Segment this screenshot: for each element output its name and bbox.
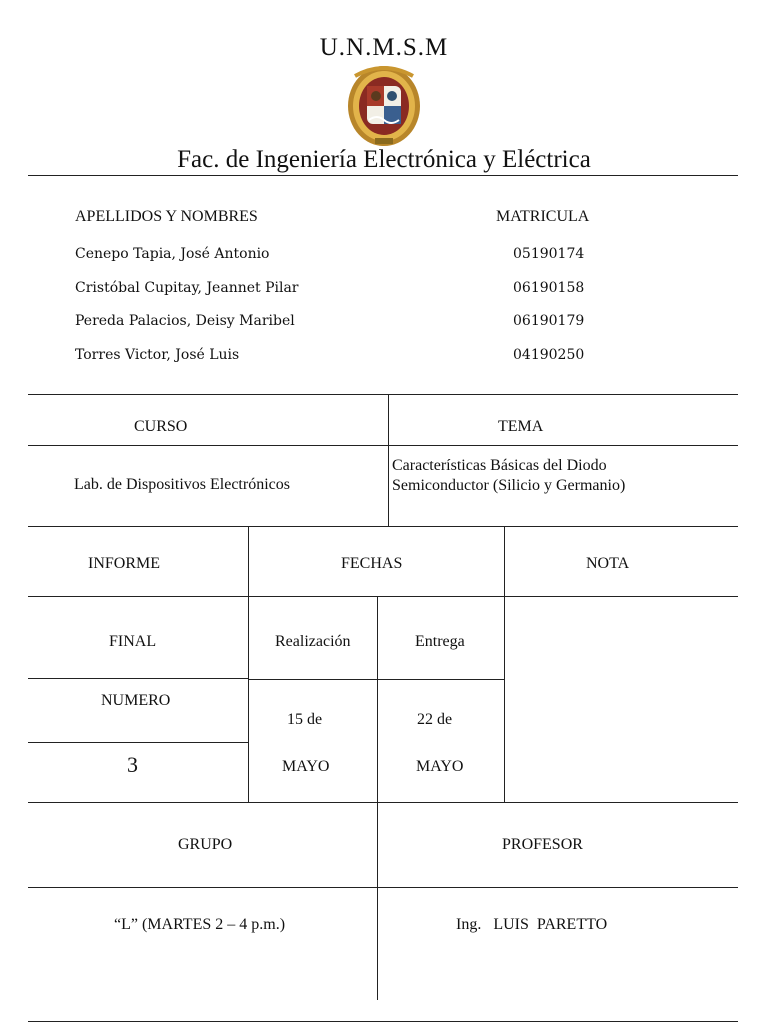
numero-label: NUMERO [101, 692, 171, 709]
profesor-value: Ing. LUIS PARETTO [456, 916, 608, 933]
entrega-label: Entrega [415, 633, 465, 650]
university-seal-icon [345, 62, 423, 148]
student-id: 06190158 [513, 280, 585, 296]
fechas-label: FECHAS [341, 555, 403, 572]
table-rule [388, 394, 389, 526]
table-rule [504, 526, 505, 802]
student-name: Cenepo Tapia, José Antonio [75, 246, 270, 262]
table-rule [28, 526, 738, 527]
tema-label: TEMA [498, 418, 544, 435]
table-rule [28, 802, 738, 803]
curso-value: Lab. de Dispositivos Electrónicos [74, 476, 290, 493]
numero-value: 3 [127, 752, 138, 777]
student-name: Torres Victor, José Luis [75, 347, 240, 363]
student-id: 06190179 [513, 313, 585, 329]
tema-value-line1: Características Básicas del Diodo [392, 457, 607, 474]
tema-value-line2: Semiconductor (Silicio y Germanio) [392, 477, 626, 494]
curso-label: CURSO [134, 418, 188, 435]
student-name: Pereda Palacios, Deisy Maribel [75, 313, 295, 329]
entrega-month: MAYO [416, 758, 464, 775]
entrega-day: 22 de [417, 711, 453, 728]
university-title: U.N.M.S.M [319, 34, 449, 61]
footer-divider [28, 1021, 738, 1022]
informe-label: INFORME [88, 555, 161, 572]
table-rule [28, 445, 738, 446]
student-name: Cristóbal Cupitay, Jeannet Pilar [75, 280, 299, 296]
table-rule [28, 678, 248, 679]
header-divider [28, 175, 738, 176]
faculty-title: Fac. de Ingeniería Electrónica y Eléctrica [177, 146, 591, 173]
realizacion-label: Realización [275, 633, 351, 650]
table-rule [248, 679, 504, 680]
student-id: 05190174 [513, 246, 585, 262]
realizacion-day: 15 de [287, 711, 323, 728]
table-rule [28, 742, 248, 743]
student-id: 04190250 [513, 347, 585, 363]
table-rule [28, 596, 738, 597]
realizacion-month: MAYO [282, 758, 330, 775]
names-column-header: APELLIDOS Y NOMBRES [75, 208, 258, 225]
table-rule [377, 596, 378, 802]
ids-column-header: MATRICULA [496, 208, 590, 225]
profesor-label: PROFESOR [502, 836, 583, 853]
grupo-label: GRUPO [178, 836, 233, 853]
grupo-value: “L” (MARTES 2 – 4 p.m.) [114, 916, 286, 933]
table-rule [28, 394, 738, 395]
table-rule [28, 887, 738, 888]
final-label: FINAL [109, 633, 157, 650]
table-rule [248, 526, 249, 802]
table-rule [377, 802, 378, 1000]
nota-label: NOTA [586, 555, 630, 572]
